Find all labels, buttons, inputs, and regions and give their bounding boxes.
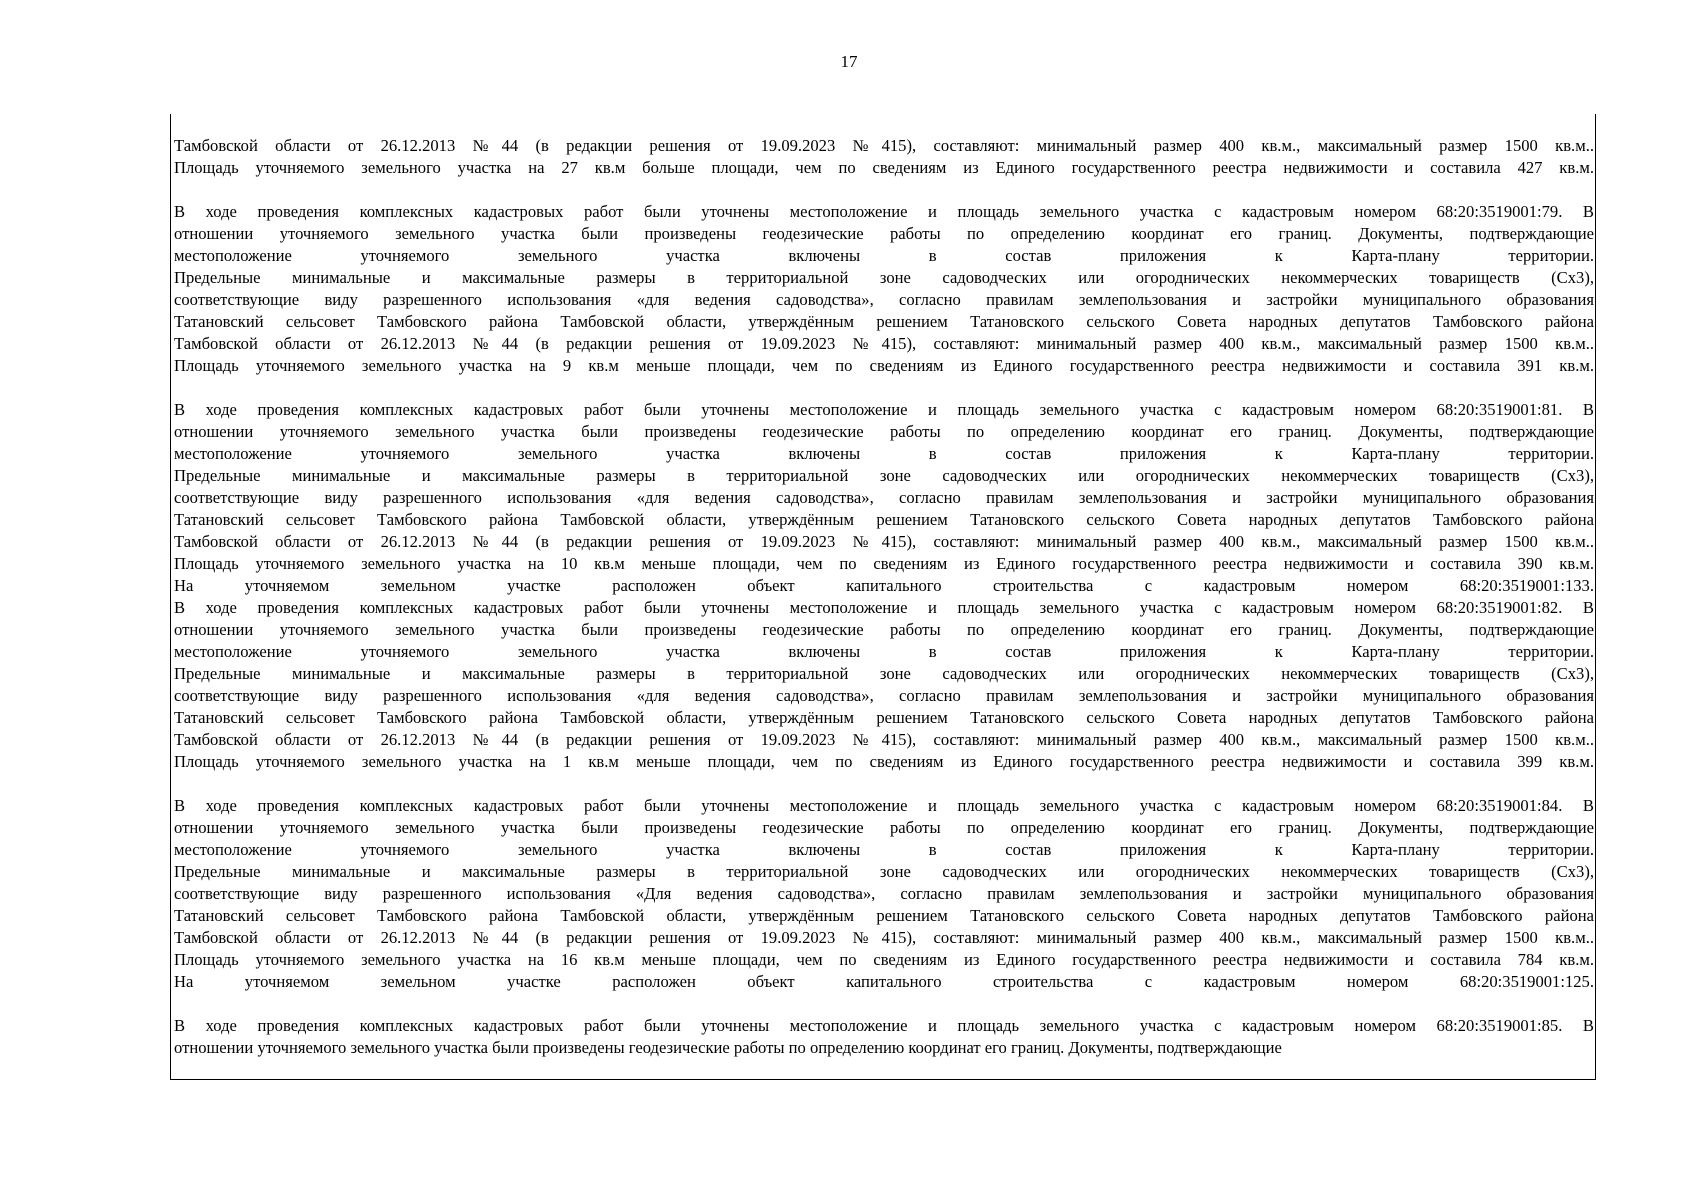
- text-line: Предельные минимальные и максимальные размеры в территориальной зоне садоводческих или огороднических некоммерческих товариществ (Сх3),: [174, 862, 1594, 881]
- text-line: Татановский сельсовет Тамбовского района Тамбовской области, утверждённым решением Татановского сельского Совета народных депутатов Тамбовского района: [174, 510, 1594, 529]
- text-line: соответствующие виду разрешенного использования «для ведения садоводства», согласно правилам землепользования и застройки муниципального образования: [174, 488, 1594, 507]
- text-line: Площадь уточняемого земельного участка на 10 кв.м меньше площади, чем по сведениям из Единого государственного реестра недвижимости и составила 390 кв.м.: [174, 554, 1594, 573]
- paragraph: [174, 399, 1594, 773]
- text-line: соответствующие виду разрешенного использования «для ведения садоводства», согласно правилам землепользования и застройки муниципального образования: [174, 686, 1594, 705]
- text-line: Площадь уточняемого земельного участка на 27 кв.м больше площади, чем по сведениям из Единого государственного реестра недвижимости и составила 427 кв.м.: [174, 158, 1594, 177]
- text-line: На уточняемом земельном участке расположен объект капитального строительства с кадастровым номером 68:20:3519001:133.: [174, 576, 1594, 595]
- paragraph: [174, 135, 1594, 179]
- text-line: Тамбовской области от 26.12.2013 №44 (в редакции решения от 19.09.2023 №415), составляют: минимальный размер 400 кв.м., максимальный размер 1500 кв.м..: [174, 136, 1594, 155]
- text-line: отношении уточняемого земельного участка были произведены геодезические работы по определению координат его границ. Документы, подтверждающие: [174, 620, 1594, 639]
- text-line: На уточняемом земельном участке расположен объект капитального строительства с кадастровым номером 68:20:3519001:125.: [174, 972, 1594, 991]
- text-line: отношении уточняемого земельного участка были произведены геодезические работы по определению координат его границ. Документы, подтверждающие: [174, 224, 1594, 243]
- text-line: Предельные минимальные и максимальные размеры в территориальной зоне садоводческих или огороднических некоммерческих товариществ (Сх3),: [174, 664, 1594, 683]
- text-line: Предельные минимальные и максимальные размеры в территориальной зоне садоводческих или огороднических некоммерческих товариществ (Сх3),: [174, 466, 1594, 485]
- text-line: местоположение уточняемого земельного участка включены в состав приложения к Карта-плану территории.: [174, 840, 1594, 859]
- text-line: Тамбовской области от 26.12.2013 №44 (в редакции решения от 19.09.2023 №415), составляют: минимальный размер 400 кв.м., максимальный размер 1500 кв.м..: [174, 928, 1594, 947]
- text-line: местоположение уточняемого земельного участка включены в состав приложения к Карта-плану территории.: [174, 246, 1594, 265]
- text-line: В ходе проведения комплексных кадастровых работ были уточнены местоположение и площадь земельного участка с кадастровым номером 68:20:3519001:85. В: [174, 1016, 1594, 1035]
- text-line: местоположение уточняемого земельного участка включены в состав приложения к Карта-плану территории.: [174, 444, 1594, 463]
- text-line: Татановский сельсовет Тамбовского района Тамбовской области, утверждённым решением Татановского сельского Совета народных депутатов Тамбовского района: [174, 312, 1594, 331]
- paragraph-gap: [174, 179, 1594, 201]
- text-line: отношении уточняемого земельного участка были произведены геодезические работы по определению координат его границ. Документы, подтверждающие: [174, 422, 1594, 441]
- text-line: Тамбовской области от 26.12.2013 №44 (в редакции решения от 19.09.2023 №415), составляют: минимальный размер 400 кв.м., максимальный размер 1500 кв.м..: [174, 532, 1594, 551]
- text-line: соответствующие виду разрешенного использования «Для ведения садоводства», согласно правилам землепользования и застройки муниципального образования: [174, 884, 1594, 903]
- text-line: В ходе проведения комплексных кадастровых работ были уточнены местоположение и площадь земельного участка с кадастровым номером 68:20:3519001:81. В: [174, 400, 1594, 419]
- text-line: Татановский сельсовет Тамбовского района Тамбовской области, утверждённым решением Татановского сельского Совета народных депутатов Тамбовского района: [174, 906, 1594, 925]
- text-line: Площадь уточняемого земельного участка на 9 кв.м меньше площади, чем по сведениям из Единого государственного реестра недвижимости и составила 391 кв.м.: [174, 356, 1594, 375]
- text-line: местоположение уточняемого земельного участка включены в состав приложения к Карта-плану территории.: [174, 642, 1594, 661]
- text-line: Площадь уточняемого земельного участка на 16 кв.м меньше площади, чем по сведениям из Единого государственного реестра недвижимости и составила 784 кв.м.: [174, 950, 1594, 969]
- text-line: Предельные минимальные и максимальные размеры в территориальной зоне садоводческих или огороднических некоммерческих товариществ (Сх3),: [174, 268, 1594, 287]
- text-line: Тамбовской области от 26.12.2013 №44 (в редакции решения от 19.09.2023 №415), составляют: минимальный размер 400 кв.м., максимальный размер 1500 кв.м..: [174, 334, 1594, 353]
- paragraph: [174, 201, 1594, 377]
- paragraph-gap: [174, 773, 1594, 795]
- text-line: Площадь уточняемого земельного участка на 1 кв.м меньше площади, чем по сведениям из Единого государственного реестра недвижимости и составила 399 кв.м.: [174, 752, 1594, 771]
- page-number: 17: [840, 52, 858, 71]
- text-line: отношении уточняемого земельного участка были произведены геодезические работы по определению координат его границ. Документы, подтверждающие: [174, 818, 1594, 837]
- text-line: В ходе проведения комплексных кадастровых работ были уточнены местоположение и площадь земельного участка с кадастровым номером 68:20:3519001:79. В: [174, 202, 1594, 221]
- paragraph: [174, 1015, 1594, 1059]
- text-line: отношении уточняемого земельного участка были произведены геодезические работы по определению координат его границ. Документы, подтверждающие: [174, 1038, 1282, 1057]
- text-line: соответствующие виду разрешенного использования «для ведения садоводства», согласно правилам землепользования и застройки муниципального образования: [174, 290, 1594, 309]
- text-line: Тамбовской области от 26.12.2013 №44 (в редакции решения от 19.09.2023 №415), составляют: минимальный размер 400 кв.м., максимальный размер 1500 кв.м..: [174, 730, 1594, 749]
- paragraph: [174, 795, 1594, 993]
- text-line: Татановский сельсовет Тамбовского района Тамбовской области, утверждённым решением Татановского сельского Совета народных депутатов Тамбовского района: [174, 708, 1594, 727]
- document-body: [174, 135, 1594, 1059]
- text-line: В ходе проведения комплексных кадастровых работ были уточнены местоположение и площадь земельного участка с кадастровым номером 68:20:3519001:84. В: [174, 796, 1594, 815]
- text-line: В ходе проведения комплексных кадастровых работ были уточнены местоположение и площадь земельного участка с кадастровым номером 68:20:3519001:82. В: [174, 598, 1594, 617]
- paragraph-gap: [174, 377, 1594, 399]
- paragraph-gap: [174, 993, 1594, 1015]
